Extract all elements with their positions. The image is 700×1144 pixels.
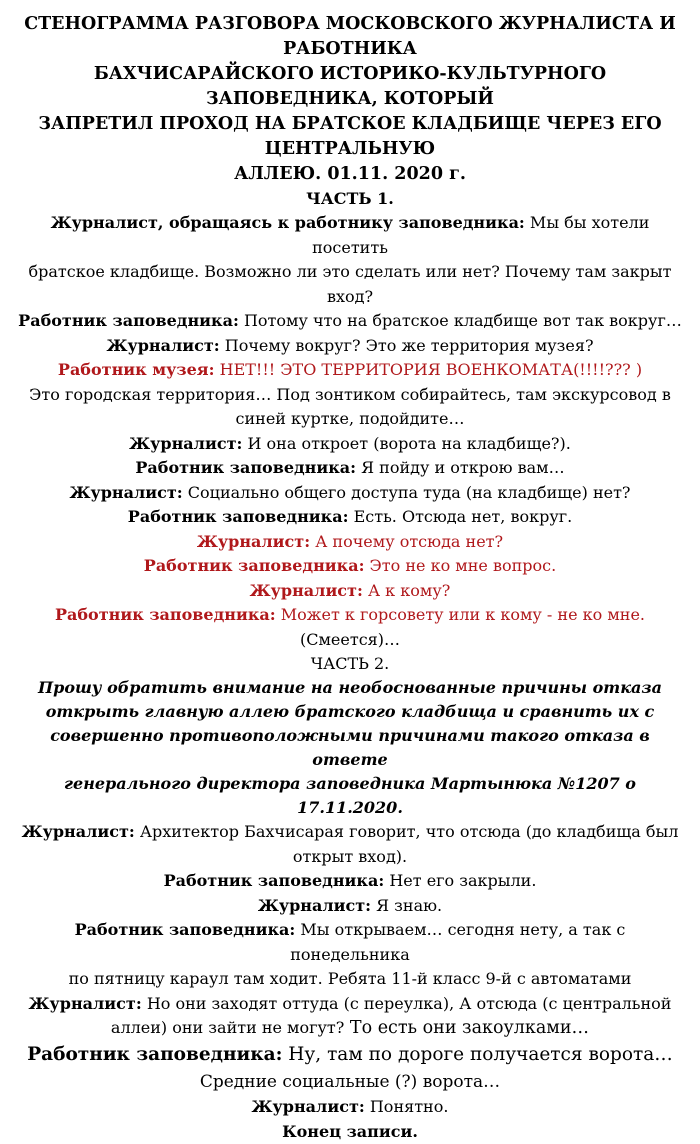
speaker-label: Журналист: bbox=[251, 1096, 365, 1116]
speaker-label: Работник заповедника: bbox=[74, 920, 296, 939]
speech-text: по пятницу караул там ходит. Ребята 11-й класс 9-й с автоматами bbox=[68, 969, 632, 988]
dialogue-part-1 bbox=[14, 211, 686, 652]
speech-text: А к кому? bbox=[362, 580, 451, 600]
speech-text: Социально общего доступа туда (на кладбище) нет? bbox=[182, 482, 631, 502]
dialogue-line bbox=[14, 530, 686, 555]
dialogue-line bbox=[14, 505, 686, 530]
title-line: БАХЧИСАРАЙСКОГО ИСТОРИКО-КУЛЬТУРНОГО ЗАПОВЕДНИКА, КОТОРЫЙ bbox=[93, 64, 607, 109]
dialogue-line bbox=[14, 285, 686, 310]
speaker-label: Журналист: bbox=[257, 895, 372, 915]
dialogue-line bbox=[14, 967, 686, 992]
speaker-label: Журналист: bbox=[129, 433, 243, 453]
speech-text: Архитектор Бахчисарая говорит, что отсюда (до кладбища был bbox=[134, 822, 679, 841]
title-line: АЛЛЕЮ. 01.11. 2020 г. bbox=[234, 164, 466, 184]
note-line: совершенно противоположными причинами такого отказа в ответе bbox=[50, 726, 650, 769]
speech-text: НЕТ!!! ЭТО ТЕРРИТОРИЯ ВОЕНКОМАТА(!!!!??? ) bbox=[214, 360, 643, 379]
document-title bbox=[14, 12, 686, 187]
speech-text: Есть. Отсюда нет, вокруг. bbox=[348, 507, 573, 526]
dialogue-line bbox=[14, 603, 686, 628]
speaker-label: Журналист, обращаясь к работнику заповедника: bbox=[50, 213, 525, 232]
speaker-label: Работник заповедника: bbox=[127, 507, 349, 526]
dialogue-line bbox=[14, 456, 686, 481]
speech-text: братское кладбище. Возможно ли это сделать или нет? Почему там закрыт bbox=[28, 262, 672, 281]
speaker-label: Работник заповедника: bbox=[27, 1043, 283, 1065]
dialogue-line bbox=[14, 309, 686, 334]
speaker-label: Журналист: bbox=[196, 531, 311, 551]
speech-text: синей куртке, подойдите… bbox=[235, 409, 465, 428]
dialogue-part-2 bbox=[14, 820, 686, 1119]
part-2-heading: ЧАСТЬ 2. bbox=[310, 654, 390, 673]
dialogue-line bbox=[14, 918, 686, 967]
editor-note bbox=[14, 676, 686, 820]
speech-text: Может к горсовету или к кому - не ко мне. bbox=[275, 605, 645, 624]
dialogue-line bbox=[14, 1069, 686, 1095]
dialogue-line bbox=[14, 358, 686, 383]
dialogue-line bbox=[14, 869, 686, 894]
speech-text-continued: То есть они закоулками… bbox=[344, 1018, 590, 1038]
speech-text: вход? bbox=[326, 286, 374, 306]
speech-text: А почему отсюда нет? bbox=[310, 531, 504, 551]
dialogue-line bbox=[14, 1016, 686, 1041]
speech-text: Мы бы хотели посетить bbox=[312, 213, 650, 257]
dialogue-line bbox=[14, 554, 686, 579]
speech-text: Понятно. bbox=[364, 1096, 449, 1116]
speech-text: (Смеется)… bbox=[299, 629, 400, 649]
dialogue-line bbox=[14, 628, 686, 653]
speech-text: Потому что на братское кладбище вот так вокруг… bbox=[238, 311, 682, 330]
part-1-heading: ЧАСТЬ 1. bbox=[306, 189, 394, 208]
speaker-label: Работник заповедника: bbox=[143, 556, 365, 575]
speaker-label: Работник заповедника: bbox=[163, 871, 385, 890]
speech-text: аллеи) они зайти не могут? bbox=[110, 1018, 345, 1037]
speech-text: Но они заходят оттуда (с переулка), А отсюда (с центральной bbox=[141, 993, 672, 1013]
speech-text: открыт вход). bbox=[292, 846, 408, 866]
dialogue-line bbox=[14, 260, 686, 285]
speaker-label: Журналист: bbox=[21, 822, 135, 841]
speech-text: Средние социальные (?) ворота… bbox=[199, 1071, 501, 1092]
speech-text: Я пойду и открою вам… bbox=[356, 458, 565, 477]
speech-text: Мы открываем… сегодня нету, а так с понедельника bbox=[290, 920, 626, 964]
note-line: Прошу обратить внимание на необоснованные причины отказа bbox=[38, 678, 662, 697]
speaker-label: Работник музея: bbox=[57, 360, 215, 379]
speech-text: Нет его закрыли. bbox=[384, 871, 537, 890]
dialogue-line bbox=[14, 1095, 686, 1120]
speaker-label: Работник заповедника: bbox=[135, 458, 357, 477]
note-line: генерального директора заповедника Мартынюка №1207 о 17.11.2020. bbox=[64, 774, 636, 817]
dialogue-line bbox=[14, 334, 686, 359]
dialogue-line bbox=[14, 894, 686, 919]
note-line: открыть главную аллею братского кладбища и сравнить их с bbox=[45, 702, 655, 721]
speaker-label: Журналист: bbox=[28, 993, 142, 1013]
dialogue-line bbox=[14, 1041, 686, 1069]
dialogue-line bbox=[14, 992, 686, 1017]
speech-text: Это не ко мне вопрос. bbox=[364, 556, 557, 575]
speech-text: Я знаю. bbox=[371, 895, 443, 915]
speech-text: Ну, там по дороге получается ворота… bbox=[282, 1043, 673, 1065]
speech-text: И она откроет (ворота на кладбище?). bbox=[242, 433, 571, 453]
speaker-label: Работник заповедника: bbox=[54, 605, 276, 624]
dialogue-line bbox=[14, 383, 686, 408]
dialogue-line bbox=[14, 820, 686, 845]
dialogue-line bbox=[14, 407, 686, 432]
dialogue-line bbox=[14, 432, 686, 457]
end-of-record: Конец записи. bbox=[282, 1122, 418, 1141]
speech-text: Это городская территория… Под зонтиком собирайтесь, там экскурсовод в bbox=[29, 384, 671, 404]
speaker-label: Журналист: bbox=[106, 335, 220, 355]
title-line: СТЕНОГРАММА РАЗГОВОРА МОСКОВСКОГО ЖУРНАЛИСТА И РАБОТНИКА bbox=[24, 14, 676, 59]
speech-text: Почему вокруг? Это же территория музея? bbox=[219, 335, 594, 355]
dialogue-line bbox=[14, 579, 686, 604]
speaker-label: Журналист: bbox=[69, 482, 183, 502]
dialogue-line bbox=[14, 481, 686, 506]
speaker-label: Работник заповедника: bbox=[18, 311, 239, 330]
speaker-label: Журналист: bbox=[249, 580, 363, 600]
dialogue-line bbox=[14, 211, 686, 260]
title-line: ЗАПРЕТИЛ ПРОХОД НА БРАТСКОЕ КЛАДБИЩЕ ЧЕРЕЗ ЕГО ЦЕНТРАЛЬНУЮ bbox=[38, 114, 662, 159]
dialogue-line bbox=[14, 845, 686, 870]
